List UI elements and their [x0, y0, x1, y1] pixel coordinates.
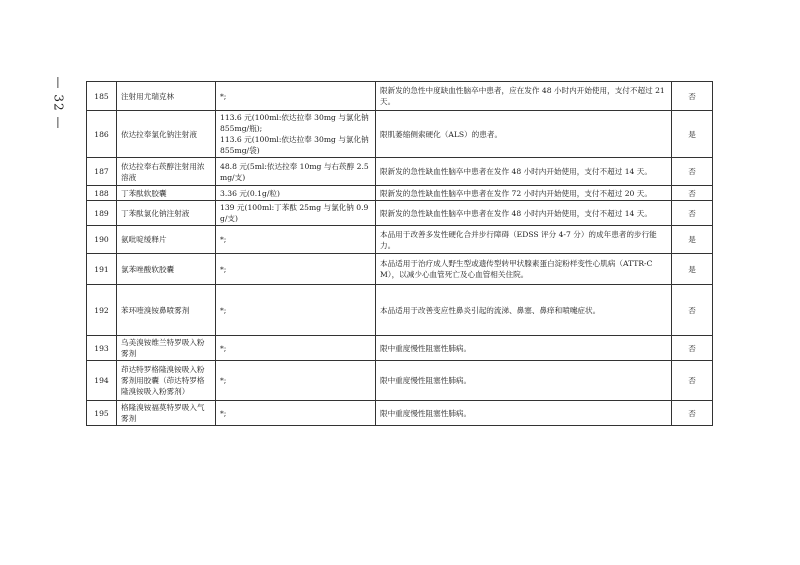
row-number: 195	[87, 401, 117, 426]
category-flag: 否	[672, 401, 713, 426]
row-number: 185	[87, 82, 117, 111]
table-row	[87, 201, 713, 226]
payment-limit: 本品适用于治疗成人野生型或遗传型转甲状腺素蛋白淀粉样变性心肌病（ATTR-CM），以减少心血管死亡及心血管相关住院。	[376, 254, 672, 285]
row-number: 193	[87, 336, 117, 361]
payment-limit: 限新发的急性缺血性脑卒中患者在发作 48 小时内开始使用，支付不超过 14 天。	[376, 201, 672, 226]
category-flag: 是	[672, 226, 713, 254]
table-row	[87, 82, 713, 111]
drug-name: 依达拉奉右莰醇注射用浓溶液	[117, 158, 216, 186]
drug-price: 113.6 元(100ml:依达拉奉 30mg 与氯化钠 855mg/瓶); 113.6 元(100ml:依达拉奉 30mg 与氯化钠 855mg/袋)	[216, 111, 376, 158]
drug-price: 48.8 元(5ml:依达拉奉 10mg 与右莰醇 2.5mg/支)	[216, 158, 376, 186]
drug-name: 丁苯酞氯化钠注射液	[117, 201, 216, 226]
category-flag: 否	[672, 82, 713, 111]
category-flag: 否	[672, 158, 713, 186]
drug-name: 氯苯唑酸软胶囊	[117, 254, 216, 285]
drug-name: 氨吡啶缓释片	[117, 226, 216, 254]
table-row	[87, 285, 713, 336]
table-row	[87, 186, 713, 201]
payment-limit: 限中重度慢性阻塞性肺病。	[376, 361, 672, 401]
row-number: 191	[87, 254, 117, 285]
drug-name: 茚达特罗格隆溴铵吸入粉雾剂用胶囊（茚达特罗格隆溴铵吸入粉雾剂）	[117, 361, 216, 401]
payment-limit: 限新发的急性缺血性脑卒中患者在发作 72 小时内开始使用，支付不超过 20 天。	[376, 186, 672, 201]
payment-limit: 限新发的急性中度缺血性脑卒中患者，应在发作 48 小时内开始使用，支付不超过 21 天。	[376, 82, 672, 111]
category-flag: 否	[672, 201, 713, 226]
table-row	[87, 401, 713, 426]
row-number: 190	[87, 226, 117, 254]
drug-list-table	[86, 81, 713, 426]
drug-name: 苯环喹溴铵鼻喷雾剂	[117, 285, 216, 336]
table-row	[87, 158, 713, 186]
table-row	[87, 226, 713, 254]
drug-name: 依达拉奉氯化钠注射液	[117, 111, 216, 158]
drug-price: 3.36 元(0.1g/粒)	[216, 186, 376, 201]
drug-name: 注射用尤瑞克林	[117, 82, 216, 111]
payment-limit: 限中重度慢性阻塞性肺病。	[376, 336, 672, 361]
payment-limit: 本品用于改善多发性硬化合并步行障碍（EDSS 评分 4-7 分）的成年患者的步行能力。	[376, 226, 672, 254]
category-flag: 否	[672, 186, 713, 201]
payment-limit: 限新发的急性缺血性脑卒中患者在发作 48 小时内开始使用，支付不超过 14 天。	[376, 158, 672, 186]
row-number: 186	[87, 111, 117, 158]
table-row	[87, 111, 713, 158]
drug-price: *;	[216, 226, 376, 254]
payment-limit: 限肌萎缩侧索硬化（ALS）的患者。	[376, 111, 672, 158]
drug-name: 丁苯酞软胶囊	[117, 186, 216, 201]
row-number: 189	[87, 201, 117, 226]
category-flag: 是	[672, 254, 713, 285]
page-number-text: — 32 —	[51, 76, 65, 130]
table-row	[87, 254, 713, 285]
row-number: 187	[87, 158, 117, 186]
drug-price: *;	[216, 82, 376, 111]
drug-price: *;	[216, 401, 376, 426]
drug-name: 格隆溴铵福莫特罗吸入气雾剂	[117, 401, 216, 426]
page-number	[46, 78, 70, 128]
row-number: 188	[87, 186, 117, 201]
table-row	[87, 361, 713, 401]
table-row	[87, 336, 713, 361]
drug-price: *;	[216, 361, 376, 401]
category-flag: 否	[672, 361, 713, 401]
payment-limit: 本品适用于改善变应性鼻炎引起的流涕、鼻塞、鼻痒和喷嚏症状。	[376, 285, 672, 336]
row-number: 194	[87, 361, 117, 401]
category-flag: 否	[672, 336, 713, 361]
category-flag: 是	[672, 111, 713, 158]
drug-price: *;	[216, 285, 376, 336]
payment-limit: 限中重度慢性阻塞性肺病。	[376, 401, 672, 426]
drug-name: 乌美溴铵维兰特罗吸入粉雾剂	[117, 336, 216, 361]
drug-price: *;	[216, 254, 376, 285]
drug-price: 139 元(100ml:丁苯酞 25mg 与氯化钠 0.9g/支)	[216, 201, 376, 226]
category-flag: 否	[672, 285, 713, 336]
row-number: 192	[87, 285, 117, 336]
drug-price: *;	[216, 336, 376, 361]
